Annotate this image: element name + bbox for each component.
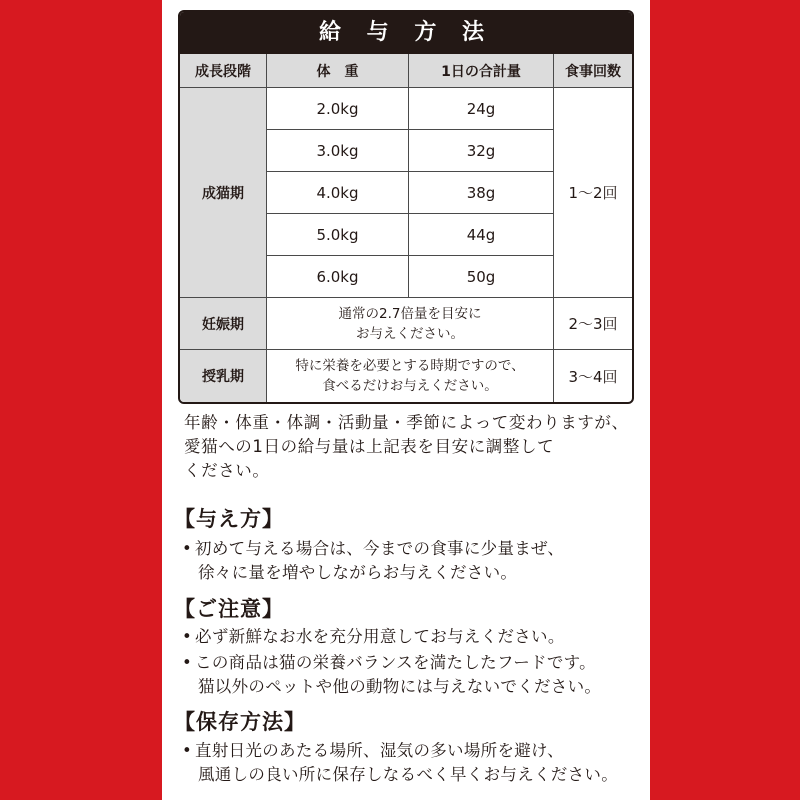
meals-adult-cat: 1〜2回 [554, 88, 632, 298]
weight-cell: 3.0kg [267, 130, 409, 172]
amount-cell: 32g [409, 130, 554, 172]
intro-line: ください。 [184, 461, 270, 480]
nursing-note-line: 特に栄養を必要とする時期ですので、 [295, 358, 525, 374]
weight-cell: 4.0kg [267, 172, 409, 214]
feeding-grid [180, 54, 632, 402]
weight-cell: 6.0kg [267, 256, 409, 298]
pregnancy-note [267, 298, 554, 350]
caution-item [182, 651, 596, 675]
storage-text: 直射日光のあたる場所、湿気の多い場所を避け、 [195, 741, 564, 760]
meals-nursing: 3〜4回 [568, 367, 618, 386]
right-red-border [650, 0, 800, 800]
header-weight: 体 重 [267, 54, 409, 88]
storage-text: 風通しの良い所に保存しなるべく早くお与えください。 [198, 765, 618, 784]
meals-pregnancy: 2〜3回 [554, 298, 632, 350]
table-title: 給 与 方 法 [180, 12, 632, 54]
header-daily-amount: 1日の合計量 [409, 54, 554, 88]
nursing-note-line: 食べるだけお与えください。 [322, 378, 498, 394]
amount-cell: 24g [409, 88, 554, 130]
amount-cell: 44g [409, 214, 554, 256]
intro-line: 愛猫への1日の給与量は上記表を目安に調整して [184, 437, 555, 456]
header-stage: 成長段階 [180, 54, 267, 88]
feeding-instructions-panel [162, 0, 650, 800]
header-meal-count: 食事回数 [554, 54, 632, 88]
bullet-icon: • [182, 653, 193, 672]
nursing-note [267, 350, 554, 402]
stage-adult-cat: 成猫期 [180, 88, 267, 298]
stage-nursing: 授乳期 [180, 350, 267, 402]
caution-text: この商品は猫の栄養バランスを満たしたフードです。 [195, 653, 596, 672]
amount-cell: 38g [409, 172, 554, 214]
left-red-border [0, 0, 162, 800]
caution-item [182, 625, 565, 649]
weight-cell: 5.0kg [267, 214, 409, 256]
pregnancy-note-line: お与えください。 [356, 325, 464, 342]
weight-cell: 2.0kg [267, 88, 409, 130]
storage-item [182, 739, 564, 763]
feeding-table [178, 10, 634, 404]
how-to-feed-item [182, 537, 564, 561]
how-to-feed-text: 徐々に量を増やしながらお与えください。 [198, 563, 518, 582]
how-to-feed-heading: 【与え方】 [174, 507, 284, 531]
storage-heading: 【保存方法】 [174, 710, 306, 734]
amount-cell: 50g [409, 256, 554, 298]
caution-text: 猫以外のペットや他の動物には与えないでください。 [198, 677, 602, 696]
intro-line: 年齢・体重・体調・活動量・季節によって変わりますが、 [184, 413, 629, 432]
bullet-icon: • [182, 539, 193, 558]
caution-text: 必ず新鮮なお水を充分用意してお与えください。 [195, 627, 565, 646]
pregnancy-note-line: 通常の2.7倍量を目安に [338, 305, 482, 322]
bullet-icon: • [182, 741, 193, 760]
how-to-feed-text: 初めて与える場合は、今までの食事に少量まぜ、 [195, 539, 565, 558]
intro-paragraph [184, 411, 634, 483]
caution-heading: 【ご注意】 [174, 597, 284, 621]
stage-pregnancy: 妊娠期 [180, 298, 267, 350]
bullet-icon: • [182, 627, 193, 646]
